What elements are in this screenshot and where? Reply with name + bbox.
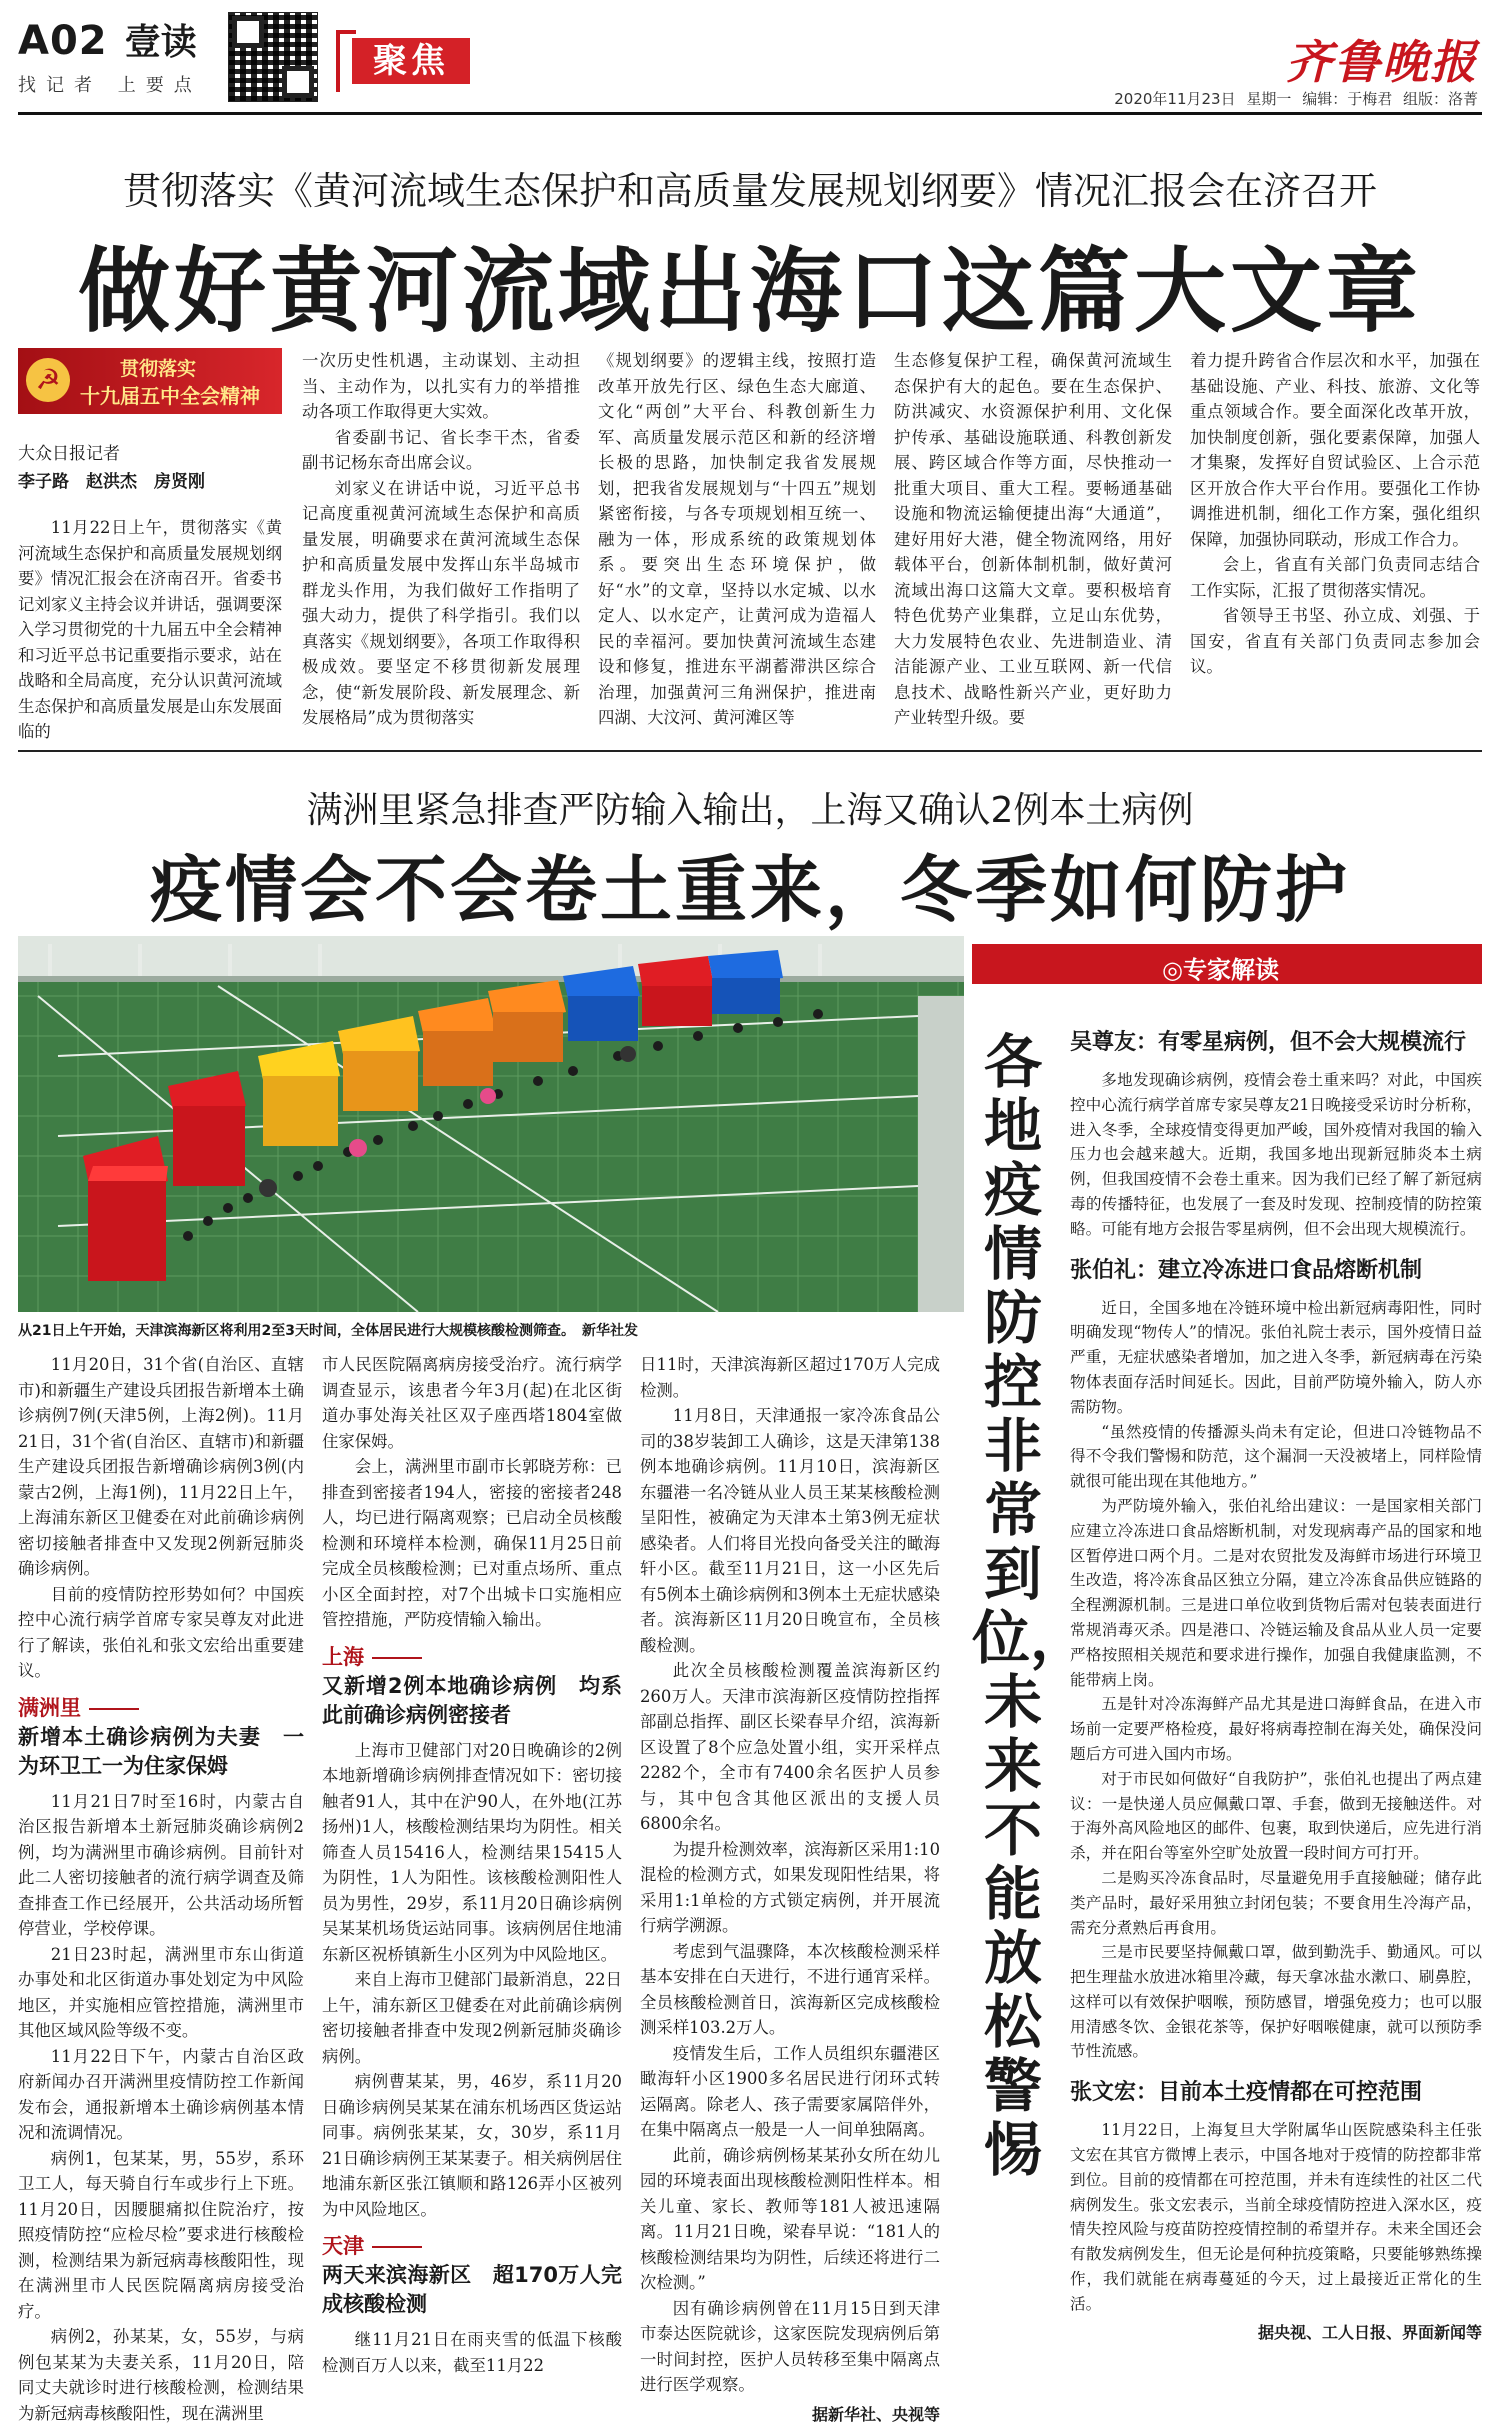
- expert-banner: [972, 944, 1482, 984]
- subhead-city: 满洲里: [18, 1694, 304, 1723]
- paragraph: 11月21日7时至16时，内蒙古自治区报告新增本土新冠肺炎确诊病例2例，均为满洲里市确诊病例。目前针对此二人密切接触者的流行病学调查及筛查排查工作已经展开，公共活动场所暂停营业，学校停课。: [18, 1789, 304, 1942]
- paragraph: 上海市卫健部门对20日晚确诊的2例本地新增确诊病例排查情况如下：密切接触者91人，其中在沪90人，在外地(江苏扬州)1人，核酸检测结果均为阴性。相关筛查人员15416人，检测结果15415人为阴性，1人为阳性。该核酸检测阳性人员为男性，29岁，系11月20日确诊病例吴某某机场货运站同事。该病例居住地浦东新区祝桥镇新生小区列为中风险地区。: [322, 1738, 622, 1968]
- paragraph: 考虑到气温骤降，本次核酸检测采样基本安排在白天进行，不进行通宵采样。全员核酸检测首日，滨海新区完成核酸检测采样103.2万人。: [640, 1939, 940, 2041]
- paragraph: 11月8日，天津通报一家冷冻食品公司的38岁装卸工人确诊，这是天津第138例本地确诊病例。11月10日，滨海新区东疆港一名冷链从业人员王某某核酸检测呈阳性，被确定为天津本土第3例无症状感染者。人们将目光投向备受关注的瞰海轩小区。截至11月21日，这一小区先后有5例本土确诊病例和3例本土无症状感染者。滨海新区11月20日晚宣布，全员核酸检测。: [640, 1403, 940, 1658]
- story1-column-1: [18, 515, 282, 730]
- paragraph: 多地发现确诊病例，疫情会卷土重来吗？对此，中国疾控中心流行病学首席专家吴尊友21日晚接受采访时分析称，进入冬季，全球疫情变得更加严峻，国外疫情对我国的输入压力也会越来越大。近期，我国多地出现新冠肺炎本土病例，但我国疫情不会卷土重来。因为我们已经了解了新冠病毒的传播特征，也发展了一套及时发现、控制疫情的防控策略。可能有地方会报告零星病例，但不会出现大规模流行。: [1070, 1068, 1482, 1242]
- paragraph: 二是购买冷冻食品时，尽量避免用手直接触碰；储存此类产品时，最好采用独立封闭包装；不要食用生冷海产品，需充分煮熟后再食用。: [1070, 1866, 1482, 1940]
- issue-meta: [1114, 88, 1478, 109]
- paragraph: 因有确诊病例曾在11月15日到天津市泰达医院就诊，这家医院发现病例后第一时间封控，医护人员转移至集中隔离点进行医学观察。: [640, 2296, 940, 2398]
- paragraph: 病例1，包某某，男，55岁，系环卫工人，每天骑自行车或步行上下班。11月20日，因腰腿痛拟住院治疗，按照疫情防控“应检尽检”要求进行核酸检测，检测结果为新冠病毒核酸阳性，现在满洲里市人民医院隔离病房接受治疗。: [18, 2146, 304, 2325]
- subhead-title: 新增本土确诊病例为夫妻 一为环卫工一为住家保姆: [18, 1723, 304, 1781]
- byline-names: 李子路 赵洪杰 房贤刚: [18, 468, 282, 496]
- section-name: 壹读: [125, 22, 197, 63]
- masthead-left: [18, 14, 202, 97]
- paragraph: 一次历史性机遇，主动谋划、主动担当、主动作为，以扎实有力的举措推动各项工作取得更大实效。: [302, 348, 580, 425]
- subhead-title: 又新增2例本地确诊病例 均系此前确诊病例密接者: [322, 1672, 622, 1730]
- paragraph: 三是市民要坚持佩戴口罩，做到勤洗手、勤通风。可以把生理盐水放进冰箱里冷藏，每天拿冰盐水漱口、刷鼻腔，这样可以有效保护咽喉，预防感冒，增强免疫力；也可以服用清感冬饮、金银花茶等，保护好咽喉健康，就可以预防季节性流感。: [1070, 1940, 1482, 2064]
- paragraph: 五是针对冷冻海鲜产品尤其是进口海鲜食品，在进入市场前一定要严格检疫，最好将病毒控制在海关处，确保没问题后方可进入国内市场。: [1070, 1692, 1482, 1766]
- slogan: 找记者 上要点: [18, 71, 202, 97]
- testing-site-illustration: [18, 936, 964, 1312]
- paragraph: 21日23时起，满洲里市东山街道办事处和北区街道办事处划定为中风险地区，并实施相应管控措施，满洲里市其他区域风险等级不变。: [18, 1942, 304, 2044]
- paragraph: 11月20日，31个省(自治区、直辖市)和新疆生产建设兵团报告新增本土确诊病例7例(天津5例，上海2例)。11月21日，31个省(自治区、直辖市)和新疆生产建设兵团报告新增确诊病例3例(内蒙古2例，上海1例)，11月22日上午，上海浦东新区卫健委在对此前确诊病例密切接触者排查中又发现2例新冠肺炎确诊病例。: [18, 1352, 304, 1582]
- paragraph: 疫情发生后，工作人员组织东疆港区瞰海轩小区1900多名居民进行闭环式转运隔离。除老人、孩子需要家属陪伴外，在集中隔离点一般是一人一间单独隔离。: [640, 2041, 940, 2143]
- paragraph: 对于市民如何做好“自我防护”，张伯礼也提出了两点建议：一是快递人员应佩戴口罩、手套，做到无接触送件。对于海外高风险地区的邮件、包裹，取到快递后，应先进行消杀，并在阳台等室外空旷处放置一段时间方可打开。: [1070, 1767, 1482, 1866]
- section-tag: [336, 30, 476, 88]
- paragraph: 生态修复保护工程，确保黄河流域生态保护有大的起色。要在生态保护、防洪减灾、水资源保护利用、文化保护传承、基础设施联通、科教创新发展、跨区域合作等方面，尽快推动一批重大项目、重大工程。要畅通基础设施和物流运输便捷出海“大通道”，建好用好大港，健全物流网络，用好载体平台，创新体制机制，做好黄河流域出海口这篇大文章。要积极培育特色优势产业集群，立足山东优势，大力发展特色农业、先进制造业、清洁能源产业、工业互联网、新一代信息技术、战略性新兴产业，更好助力产业转型升级。要: [894, 348, 1172, 731]
- story2-column-3: [640, 1352, 940, 2402]
- story2-source: 据新华社、央视等: [640, 2402, 940, 2427]
- badge-line1: 贯彻落实: [120, 354, 196, 381]
- paragraph: 省领导王书坚、孙立成、刘强、于国安，省直有关部门负责同志参加会议。: [1190, 603, 1480, 680]
- subhead-title: 两天来滨海新区 超170万人完成核酸检测: [322, 2261, 622, 2319]
- byline-label: 大众日报记者: [18, 440, 282, 468]
- masthead-rule: [18, 112, 1482, 115]
- paragraph: 11月22日上午，贯彻落实《黄河流域生态保护和高质量发展规划纲要》情况汇报会在济南召开。省委书记刘家义主持会议并讲话，强调要深入学习贯彻党的十九届五中全会精神和习近平总书记重要指示要求，站在战略和全局高度，充分认识黄河流域生态保护和高质量发展是山东发展面临的: [18, 515, 282, 745]
- story2-column-1: [18, 1352, 304, 2402]
- paragraph: 近日，全国多地在冷链环境中检出新冠病毒阳性，同时明确发现“物传人”的情况。张伯礼院士表示，国外疫情日益严重，无症状感染者增加，加之进入冬季，新冠病毒在污染物体表面存活时间延长。因此，目前严防境外输入，防人亦需防物。: [1070, 1296, 1482, 1420]
- paragraph: 来自上海市卫健部门最新消息，22日上午，浦东新区卫健委在对此前确诊病例密切接触者排查中发现2例新冠肺炎确诊病例。: [322, 1967, 622, 2069]
- story1-column-5: [1190, 348, 1480, 730]
- subhead-tianjin: [322, 2232, 622, 2319]
- subhead-city: 上海: [322, 1643, 622, 1672]
- subhead-city: 天津: [322, 2232, 622, 2261]
- expert3-title: 张文宏：目前本土疫情都在可控范围: [1070, 2078, 1482, 2108]
- story1-column-4: [894, 348, 1172, 730]
- paragraph: 病例曹某某，男，46岁，系11月20日确诊病例吴某某在浦东机场西区货运站同事。病例张某某，女，30岁，系11月21日确诊病例王某某妻子。相关病例居住地浦东新区张江镇顺和路126弄小区被列为中风险地区。: [322, 2069, 622, 2222]
- paragraph: 目前的疫情防控形势如何？中国疾控中心流行病学首席专家吴尊友对此进行了解读，张伯礼和张文宏给出重要建议。: [18, 1582, 304, 1684]
- vertical-headline: 各地疫情防控非常到位，未来不能放松警惕: [972, 1030, 1054, 2182]
- paragraph: 省委副书记、省长李干杰，省委副书记杨东奇出席会议。: [302, 425, 580, 476]
- photo-caption: 从21日上午开始，天津滨海新区将利用2至3天时间，全体居民进行大规模核酸检测筛查。 新华社发: [18, 1320, 968, 1340]
- story1-column-3: [598, 348, 876, 730]
- paragraph: 11月22日，上海复旦大学附属华山医院感染科主任张文宏在其官方微博上表示，中国各地对于疫情的防控都非常到位。目前的疫情都在可控范围，并未有连续性的社区二代病例发生。张文宏表示，当前全球疫情防控进入深水区，疫情失控风险与疫苗防控疫情控制的希望并存。未来全国还会有散发病例发生，但无论是何种抗疫策略，只要能够熟练操作，我们就能在病毒蔓延的今天，过上最接近正常化的生活。: [1070, 2118, 1482, 2316]
- paragraph: 此次全员核酸检测覆盖滨海新区约260万人。天津市滨海新区疫情防控指挥部副总指挥、副区长梁春早介绍，滨海新区设置了8个应急处置小组，实开采样点2282个，全市有7400余名医护人员参与，其中包含其他区派出的支援人员6800余名。: [640, 1658, 940, 1837]
- paragraph: 为提升检测效率，滨海新区采用1:10混检的检测方式，如果发现阳性结果，将采用1:1单检的方式锁定病例，并开展流行病学溯源。: [640, 1837, 940, 1939]
- expert-source: 据央视、工人日报、界面新闻等: [1070, 2321, 1482, 2346]
- paper-logo: 齐鲁晚报: [1286, 26, 1478, 92]
- expert-column: [1070, 1028, 1482, 2402]
- story2-headline: 疫情会不会卷土重来，冬季如何防护: [0, 832, 1500, 936]
- expert1-title: 吴尊友：有零星病例，但不会大规模流行: [1070, 1028, 1482, 1058]
- paragraph: 为严防境外输入，张伯礼给出建议：一是国家相关部门应建立冷冻进口食品熔断机制，对发现病毒产品的国家和地区暂停进口两个月。二是对农贸批发及海鲜市场进行环境卫生改造，将冷冻食品区独立分隔，建立冷冻食品供应链路的全程溯源机制。三是进口单位收到货物后需对包装表面进行常规消毒灭杀。四是港口、冷链运输及食品从业人员一定要严格按照相关规范和要求进行操作，加强自我健康监测，不能带病上岗。: [1070, 1494, 1482, 1692]
- section-tag-label: 聚焦: [352, 38, 470, 84]
- subhead-manzhouli: [18, 1694, 304, 1781]
- paragraph: 病例2，孙某某，女，55岁，与病例包某某为夫妻关系，11月20日，陪同丈夫就诊时进行核酸检测，检测结果为新冠病毒核酸阳性，现在满洲里: [18, 2324, 304, 2426]
- expert-label: ◎专家解读: [1162, 950, 1279, 985]
- story1-byline: [18, 440, 282, 496]
- editor: 编辑：于梅君: [1302, 90, 1392, 108]
- paragraph: 会上，满洲里市副市长郭晓芳称：已排查到密接者194人，密接的密接者248人，均已进行隔离观察；已启动全员核酸检测和环境样本检测，确保11月25日前完成全员核酸检测；已对重点场所、重点小区全面封控，对7个出城卡口实施相应管控措施，严防疫情输入输出。: [322, 1454, 622, 1633]
- subhead-shanghai: [322, 1643, 622, 1730]
- issue-date: 2020年11月23日: [1114, 90, 1235, 108]
- news-photo[interactable]: [18, 936, 964, 1312]
- story2-column-2: [322, 1352, 622, 2402]
- paragraph: 继11月21日在雨夹雪的低温下核酸检测百万人以来，截至11月22: [322, 2327, 622, 2378]
- story-divider: [18, 750, 1482, 752]
- story2-kicker: 满洲里紧急排查严防输入输出，上海又确认2例本土病例: [0, 782, 1500, 833]
- badge-line2: 十九届五中全会精神: [80, 380, 260, 409]
- theme-badge: [18, 348, 282, 414]
- page-number: A02: [18, 18, 108, 64]
- paragraph: 11月22日下午，内蒙古自治区政府新闻办召开满洲里疫情防控工作新闻发布会，通报新增本土确诊病例基本情况和流调情况。: [18, 2044, 304, 2146]
- paragraph: 刘家义在讲话中说，习近平总书记高度重视黄河流域生态保护和高质量发展，明确要求在黄河流域生态保护和高质量发展中发挥山东半岛城市群龙头作用，为我们做好工作指明了强大动力，提供了科学指引。我们以真落实《规划纲要》，各项工作取得积极成效。要坚定不移贯彻新发展理念，使“新发展阶段、新发展理念、新发展格局”成为贯彻落实: [302, 476, 580, 731]
- paragraph: 市人民医院隔离病房接受治疗。流行病学调查显示，该患者今年3月(起)在北区街道办事处海关社区双子座西塔1804室做住家保姆。: [322, 1352, 622, 1454]
- paragraph: 《规划纲要》的逻辑主线，按照打造改革开放先行区、绿色生态大廊道、文化“两创”大平台、科教创新生力军、高质量发展示范区和新的经济增长极的思路，加快制定我省发展规划，把我省发展规划与“十四五”规划紧密衔接，与各专项规划相互统一、融为一体，形成系统的政策规划体系。要突出生态环境保护，做好“水”的文章，坚持以水定城、以水定人、以水定产，让黄河成为造福人民的幸福河。要加快黄河流域生态建设和修复，推进东平湖蓄滞洪区综合治理，加强黄河三角洲保护，推进南四湖、大汶河、黄河滩区等: [598, 348, 876, 731]
- expert2-title: 张伯礼：建立冷冻进口食品熔断机制: [1070, 1256, 1482, 1286]
- paragraph: “虽然疫情的传播源头尚未有定论，但进口冷链物品不得不令我们警惕和防范，这个漏洞一天没被堵上，同样险情就很可能出现在其他地方。”: [1070, 1420, 1482, 1494]
- paragraph: 日11时，天津滨海新区超过170万人完成检测。: [640, 1352, 940, 1403]
- story1-kicker: 贯彻落实《黄河流域生态保护和高质量发展规划纲要》情况汇报会在济召开: [0, 160, 1500, 215]
- issue-weekday: 星期一: [1246, 90, 1291, 108]
- layout-editor: 组版：洛菁: [1403, 90, 1478, 108]
- qr-code-icon[interactable]: [228, 12, 318, 102]
- paragraph: 着力提升跨省合作层次和水平，加强在基础设施、产业、科技、旅游、文化等重点领域合作。要全面深化改革开放，加快制度创新，强化要素保障，加强人才集聚，发挥好自贸试验区、上合示范区开放合作大平台作用。要强化工作协调推进机制，细化工作方案，强化组织保障，加强协同联动，形成工作合力。: [1190, 348, 1480, 552]
- story1-headline: 做好黄河流域出海口这篇大文章: [0, 218, 1500, 350]
- party-emblem-icon: ☭: [26, 358, 70, 402]
- paragraph: 此前，确诊病例杨某某孙女所在幼儿园的环境表面出现核酸检测阳性样本。相关儿童、家长、教师等181人被迅速隔离。11月21日晚，梁春早说：“181人的核酸检测结果均为阴性，后续还将进行二次检测。”: [640, 2143, 940, 2296]
- story1-column-2: [302, 348, 580, 730]
- paragraph: 会上，省直有关部门负责同志结合工作实际，汇报了贯彻落实情况。: [1190, 552, 1480, 603]
